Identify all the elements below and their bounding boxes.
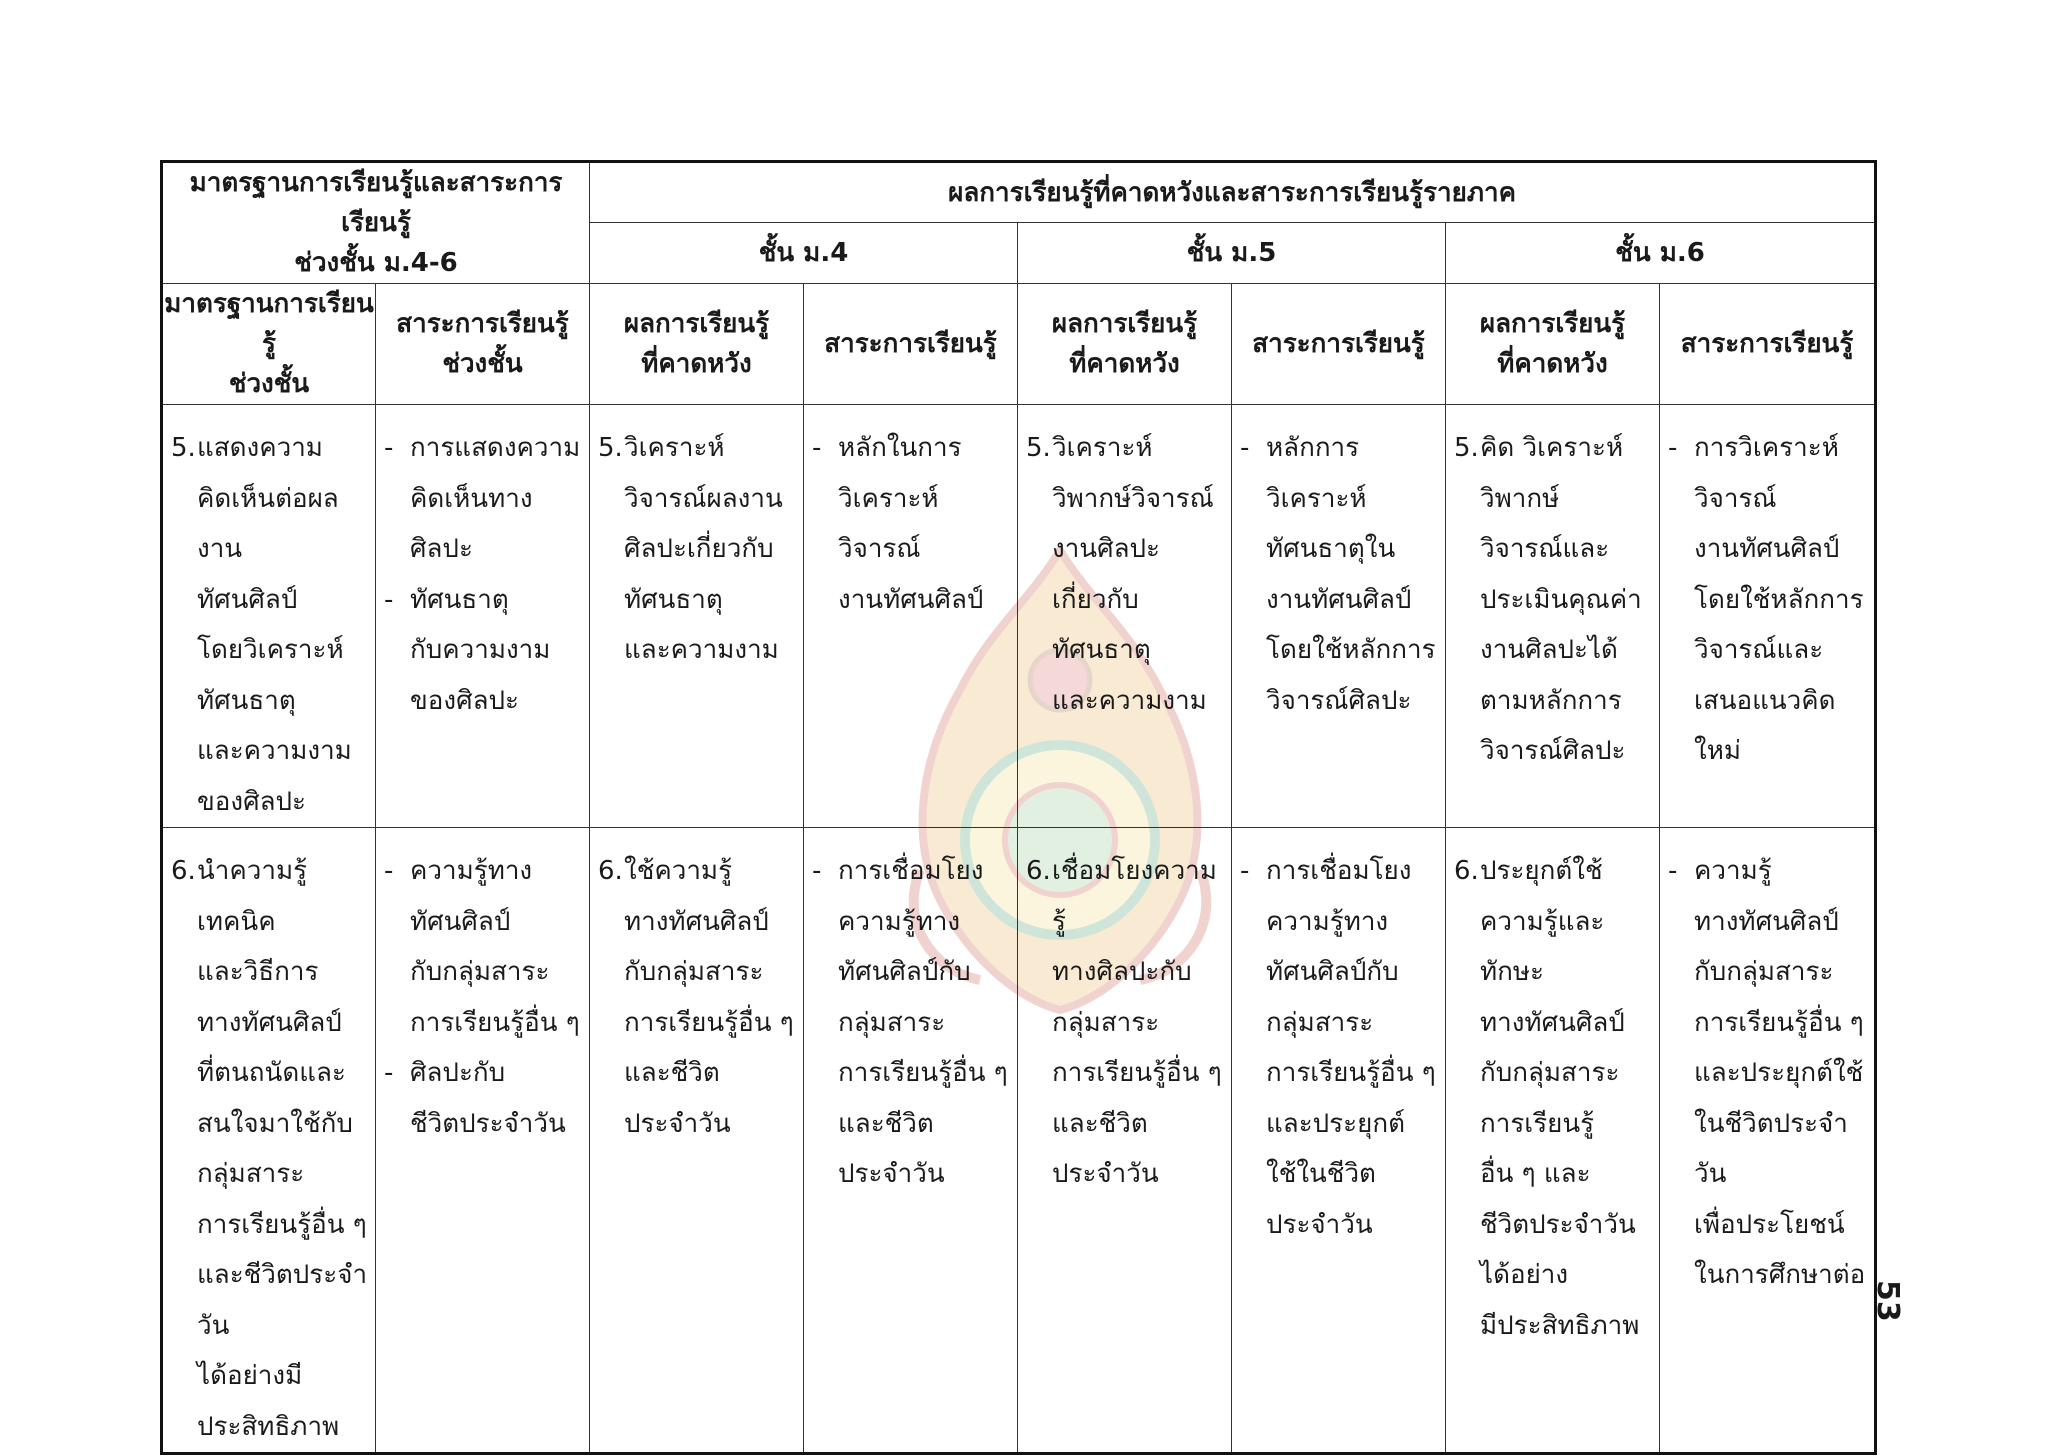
item-marker: - <box>384 584 394 615</box>
standards-group-range: ช่วงชั้น ม.4-6 <box>294 248 458 278</box>
m4-outcome-cell <box>590 405 804 828</box>
outcomes-group-header: ผลการเรียนรู้ที่คาดหวังและสาระการเรียนรู้รายภาค <box>590 162 1876 223</box>
m5-content-cell <box>1232 405 1446 828</box>
standards-group-header <box>162 162 590 284</box>
item-marker: 6. <box>598 856 623 886</box>
item-marker: 6. <box>171 856 196 886</box>
col-m6-outcome-header: ผลการเรียนรู้ ที่คาดหวัง <box>1446 284 1660 405</box>
col-m4-outcome-header: ผลการเรียนรู้ ที่คาดหวัง <box>590 284 804 405</box>
col-m4-content-header: สาระการเรียนรู้ <box>804 284 1018 405</box>
table-row <box>162 828 1876 1454</box>
item-text: การเชื่อมโยง ความรู้ทาง ทัศนศิลป์กับ กลุ่มสาระ การเรียนรู้อื่น ๆ และประยุกต์ ใช้ในชีวิต ประจำวัน <box>1266 856 1436 1240</box>
page-number: 53 <box>1870 1280 1905 1322</box>
item-text: หลักในการ วิเคราะห์ วิจารณ์ งานทัศนศิลป์ <box>838 433 984 615</box>
item-text: แสดงความ คิดเห็นต่อผลงาน ทัศนศิลป์ โดยวิเคราะห์ ทัศนธาตุ และความงาม ของศิลปะ <box>197 433 352 817</box>
item-marker: - <box>1240 856 1250 886</box>
item-text: ทัศนธาตุ กับความงาม ของศิลปะ <box>410 584 551 716</box>
item-text: หลักการ วิเคราะห์ ทัศนธาตุใน งานทัศนศิลป์ โดยใช้หลักการ วิจารณ์ศิลปะ <box>1266 433 1436 716</box>
item-text: ใช้ความรู้ ทางทัศนศิลป์ กับกลุ่มสาระ การเรียนรู้อื่น ๆ และชีวิต ประจำวัน <box>624 856 794 1139</box>
m5-content-cell <box>1232 828 1446 1454</box>
m6-outcome-cell <box>1446 405 1660 828</box>
col-m5-content-header: สาระการเรียนรู้ <box>1232 284 1446 405</box>
item-text: ความรู้ทาง ทัศนศิลป์ กับกลุ่มสาระ การเรียนรู้อื่น ๆ <box>410 856 580 1038</box>
item-text: การวิเคราะห์ วิจารณ์ งานทัศนศิลป์ โดยใช้หลักการ วิจารณ์และ เสนอแนวคิดใหม่ <box>1694 433 1864 766</box>
item-text: การเชื่อมโยง ความรู้ทาง ทัศนศิลป์กับ กลุ่มสาระ การเรียนรู้อื่น ๆ และชีวิต ประจำวัน <box>838 856 1008 1189</box>
item-marker: 5. <box>598 433 623 463</box>
item-text: วิเคราะห์ วิจารณ์ผลงาน ศิลปะเกี่ยวกับ ทัศนธาตุ และความงาม <box>624 433 783 665</box>
m4-outcome-cell <box>590 828 804 1454</box>
item-text: เชื่อมโยงความรู้ ทางศิลปะกับ กลุ่มสาระ การเรียนรู้อื่น ๆ และชีวิต ประจำวัน <box>1052 856 1222 1189</box>
item-text: ความรู้ ทางทัศนศิลป์ กับกลุ่มสาระ การเรียนรู้อื่น ๆ และประยุกต์ใช้ ในชีวิตประจำวัน เพื่อประโยชน์ ในการศึกษาต่อ <box>1694 856 1866 1290</box>
m6-outcome-cell <box>1446 828 1660 1454</box>
standards-group-title: มาตรฐานการเรียนรู้และสาระการเรียนรู้ <box>189 168 563 238</box>
col-content-range-header: สาระการเรียนรู้ ช่วงชั้น <box>376 284 590 405</box>
item-text: ศิลปะกับ ชีวิตประจำวัน <box>410 1058 566 1139</box>
item-marker: - <box>812 433 822 463</box>
m4-content-cell <box>804 405 1018 828</box>
col-m5-outcome-header: ผลการเรียนรู้ ที่คาดหวัง <box>1018 284 1232 405</box>
curriculum-table <box>160 160 1877 1455</box>
col-standard-header: มาตรฐานการเรียนรู้ ช่วงชั้น <box>162 284 376 405</box>
item-text: ประยุกต์ใช้ ความรู้และทักษะ ทางทัศนศิลป์ กับกลุ่มสาระ การเรียนรู้ อื่น ๆ และ ชีวิตประจำวัน ได้อย่าง มีประสิทธิภาพ <box>1480 856 1640 1341</box>
standard-cell <box>162 828 376 1454</box>
m5-outcome-cell <box>1018 405 1232 828</box>
item-marker: 5. <box>1026 433 1051 463</box>
item-marker: - <box>384 856 394 886</box>
table-row <box>162 405 1876 828</box>
m6-content-cell <box>1660 828 1876 1454</box>
item-marker: - <box>1240 433 1250 463</box>
item-marker: - <box>812 856 822 886</box>
item-marker: - <box>1668 433 1678 463</box>
content-range-cell <box>376 405 590 828</box>
item-text: การแสดงความ คิดเห็นทาง ศิลปะ <box>410 433 581 564</box>
item-marker: 6. <box>1454 856 1479 886</box>
item-marker: - <box>384 1058 394 1088</box>
grade-m6-header: ชั้น ม.6 <box>1446 223 1876 284</box>
item-text: นำความรู้ เทคนิค และวิธีการ ทางทัศนศิลป์ ที่ตนถนัดและ สนใจมาใช้กับ กลุ่มสาระ การเรียนรู้อื่น ๆ และชีวิตประจำวัน ได้อย่างมี ประสิทธิภาพ <box>197 856 368 1442</box>
grade-m5-header: ชั้น ม.5 <box>1018 223 1446 284</box>
item-text: คิด วิเคราะห์ วิพากษ์ วิจารณ์และ ประเมินคุณค่า งานศิลปะได้ ตามหลักการ วิจารณ์ศิลปะ <box>1480 433 1642 766</box>
item-text: วิเคราะห์ วิพากษ์วิจารณ์ งานศิลปะ เกี่ยวกับ ทัศนธาตุ และความงาม <box>1052 433 1214 716</box>
item-marker: 5. <box>171 433 196 463</box>
item-marker: 5. <box>1454 433 1479 463</box>
content-range-cell <box>376 828 590 1454</box>
item-marker: 6. <box>1026 856 1051 886</box>
item-marker: - <box>1668 856 1678 886</box>
m5-outcome-cell <box>1018 828 1232 1454</box>
grade-m4-header: ชั้น ม.4 <box>590 223 1018 284</box>
m6-content-cell <box>1660 405 1876 828</box>
standard-cell <box>162 405 376 828</box>
item-marker: - <box>384 433 394 463</box>
m4-content-cell <box>804 828 1018 1454</box>
col-m6-content-header: สาระการเรียนรู้ <box>1660 284 1876 405</box>
